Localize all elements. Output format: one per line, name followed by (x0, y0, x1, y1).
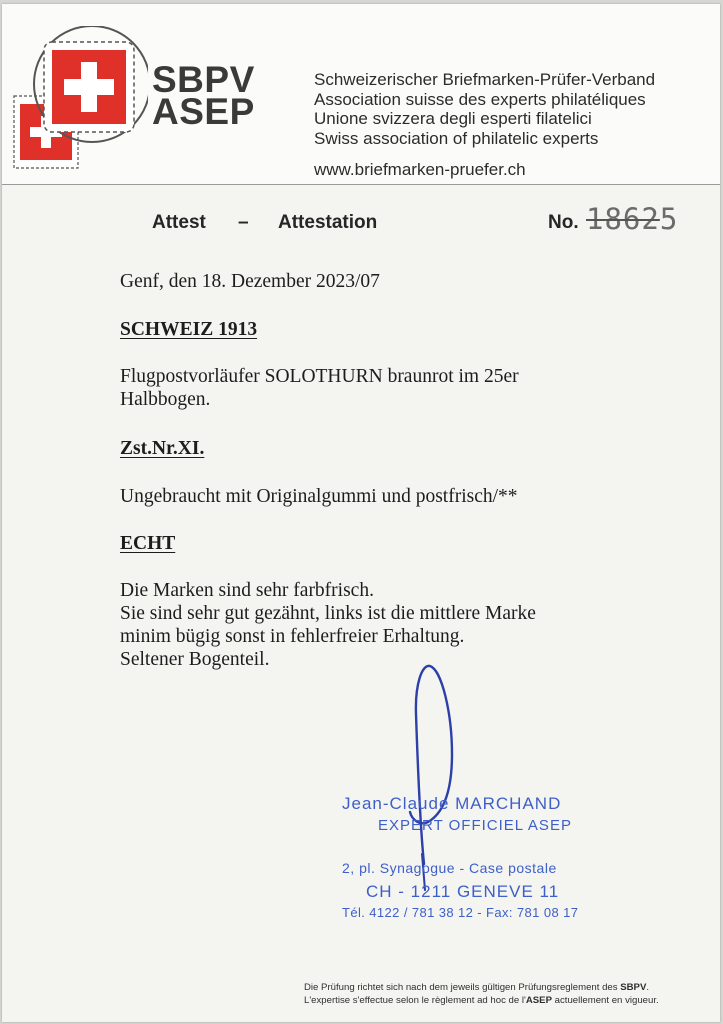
title-dash: – (238, 212, 249, 233)
item-description (120, 365, 519, 411)
stamp-city: CH - 1211 GENEVE 11 (366, 882, 560, 901)
attest-title: Attest (152, 212, 206, 233)
sbpv-swiss-stamp-logo (8, 26, 148, 176)
brand-line-sbpv: SBPV (152, 59, 255, 100)
remark-line-3: minim bügig sonst in fehlerfreier Erhaltung. (120, 626, 465, 647)
stamp-address: 2, pl. Synagogue - Case postale (342, 860, 557, 876)
footer-notice (304, 981, 659, 1007)
assoc-name-english: Swiss association of philatelic experts (314, 128, 599, 148)
handwritten-signature (382, 654, 472, 894)
footer-line-french-end: actuellement en vigueur. (552, 995, 659, 1006)
certificate-number-last: 5 (659, 202, 679, 236)
assoc-name-french: Association suisse des experts philatéliques (314, 89, 646, 109)
footer-line-german (304, 981, 659, 994)
number-label: No. (548, 212, 579, 233)
footer-line-french-text: L'expertise s'effectue selon le règlement ad hoc de l' (304, 995, 526, 1006)
footer-org-asep: ASEP (525, 995, 552, 1006)
footer-line-german-end: . (646, 982, 650, 993)
remark-line-2: Sie sind sehr gut gezähnt, links ist die mittlere Marke (120, 603, 536, 624)
description-line-1: Flugpostvorläufer SOLOTHURN braunrot im 25er (120, 366, 519, 387)
association-names (314, 70, 655, 148)
stamp-contact: Tél. 4122 / 781 38 12 - Fax: 781 08 17 (342, 905, 579, 920)
certificate-sheet (2, 4, 720, 1022)
letterhead (2, 4, 720, 185)
verdict-heading: ECHT (120, 533, 176, 554)
place-date: Genf, den 18. Dezember 2023/07 (120, 271, 380, 292)
assoc-name-italian: Unione svizzera degli esperti filatelici (314, 109, 592, 128)
description-line-2: Halbbogen. (120, 389, 211, 410)
remarks (120, 579, 536, 671)
country-year-heading: SCHWEIZ 1913 (120, 319, 258, 340)
footer-org-sbpv: SBPV (620, 982, 647, 993)
assoc-name-german: Schweizerischer Briefmarken-Prüfer-Verband (314, 70, 656, 89)
condition-text: Ungebraucht mit Originalgummi und postfrisch/** (120, 486, 518, 507)
attestation-title: Attestation (278, 212, 378, 233)
certificate-number (586, 202, 678, 236)
website-link[interactable]: www.briefmarken-pruefer.ch (314, 160, 526, 179)
large-stamp-icon (34, 26, 148, 142)
stamp-expert-name: Jean-Claude MARCHAND (342, 794, 562, 813)
footer-line-french (304, 994, 659, 1007)
remark-line-4: Seltener Bogenteil. (120, 649, 270, 670)
certificate-number-struck: 1862 (586, 202, 660, 236)
catalog-number-heading: Zst.Nr.XI. (120, 438, 205, 459)
brand-wordmark (152, 59, 255, 132)
brand-line-asep: ASEP (152, 91, 255, 132)
footer-line-german-text: Die Prüfung richtet sich nach dem jeweils gültigen Prüfungsreglement des (304, 982, 621, 993)
stamp-expert-title: EXPERT OFFICIEL ASEP (378, 817, 572, 834)
remark-line-1: Die Marken sind sehr farbfrisch. (120, 580, 374, 601)
